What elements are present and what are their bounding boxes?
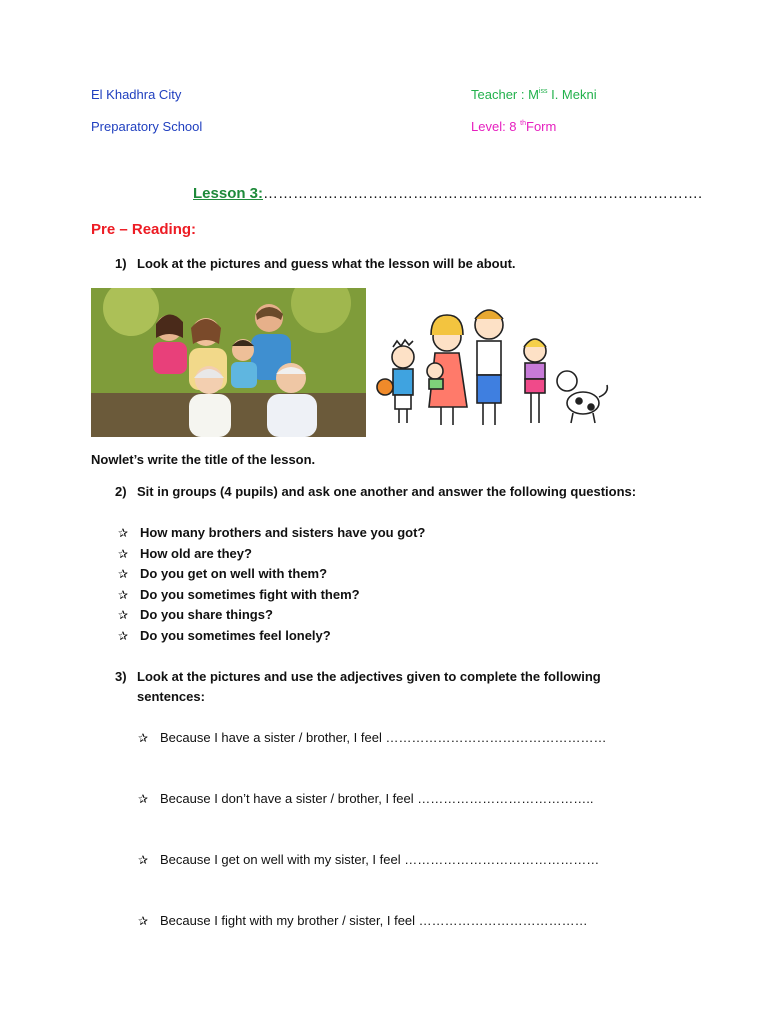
list-item-text: Do you sometimes feel lonely? bbox=[140, 628, 331, 643]
level-line bbox=[471, 119, 556, 134]
list-item-text: How old are they? bbox=[140, 546, 252, 561]
star-icon: ✰ bbox=[138, 914, 149, 928]
question-3-text-line1: Look at the pictures and use the adjectives given to complete the following bbox=[137, 669, 601, 684]
teacher-name: I. Mekni bbox=[547, 87, 597, 102]
star-icon: ✰ bbox=[118, 547, 129, 561]
list-item-text: How many brothers and sisters have you got? bbox=[140, 525, 426, 540]
lesson-label: Lesson 3: bbox=[193, 185, 264, 202]
question-1 bbox=[115, 256, 516, 271]
level-superscript: th bbox=[520, 120, 526, 127]
sentence-text: Because I get on well with my sister, I feel ……………………………………… bbox=[160, 852, 600, 867]
city-name: El Khadhra City bbox=[91, 87, 182, 102]
question-3-text-line2: sentences: bbox=[137, 689, 205, 704]
teacher-superscript: iss bbox=[538, 88, 548, 95]
sentence-item bbox=[138, 730, 606, 745]
list-item bbox=[118, 525, 425, 540]
question-1-number: 1) bbox=[115, 256, 127, 271]
question-1-text: Look at the pictures and guess what the lesson will be about. bbox=[137, 256, 516, 271]
sentence-text: Because I fight with my brother / sister, I feel ………………………………… bbox=[160, 913, 588, 928]
list-item bbox=[118, 628, 331, 643]
family-cartoon bbox=[371, 295, 616, 441]
question-2 bbox=[115, 484, 636, 499]
sentence-item bbox=[138, 791, 593, 806]
lesson-title bbox=[193, 185, 702, 202]
teacher-prefix: Teacher : M bbox=[471, 87, 539, 102]
question-3 bbox=[115, 669, 601, 684]
sentence-text: Because I don’t have a sister / brother, I feel ………………………………….. bbox=[160, 791, 594, 806]
section-title: Pre – Reading: bbox=[91, 221, 197, 238]
level-prefix: Level: 8 bbox=[471, 119, 521, 134]
star-icon: ✰ bbox=[138, 792, 149, 806]
star-icon: ✰ bbox=[138, 731, 149, 745]
question-3-number: 3) bbox=[115, 669, 127, 684]
teacher-line bbox=[471, 87, 597, 102]
list-item-text: Do you sometimes fight with them? bbox=[140, 587, 360, 602]
lesson-title-blank: ……………………………………………………………………………. bbox=[263, 185, 703, 202]
instruction-title: Nowlet’s write the title of the lesson. bbox=[91, 452, 316, 467]
list-item bbox=[118, 546, 252, 561]
sentence-item bbox=[138, 913, 588, 928]
star-icon: ✰ bbox=[118, 567, 129, 581]
family-cartoon-drawing bbox=[371, 295, 616, 441]
star-icon: ✰ bbox=[118, 526, 129, 540]
list-item bbox=[118, 566, 327, 581]
question-2-number: 2) bbox=[115, 484, 127, 499]
school-name: Preparatory School bbox=[91, 119, 203, 134]
sentence-item bbox=[138, 852, 599, 867]
family-photo bbox=[91, 288, 366, 437]
list-item bbox=[118, 607, 273, 622]
star-icon: ✰ bbox=[118, 588, 129, 602]
list-item bbox=[118, 587, 360, 602]
star-icon: ✰ bbox=[118, 608, 129, 622]
star-icon: ✰ bbox=[138, 853, 149, 867]
question-2-text: Sit in groups (4 pupils) and ask one another and answer the following questions: bbox=[137, 484, 637, 499]
star-icon: ✰ bbox=[118, 629, 129, 643]
list-item-text: Do you get on well with them? bbox=[140, 566, 328, 581]
list-item-text: Do you share things? bbox=[140, 607, 273, 622]
family-photo-drawing bbox=[91, 288, 366, 437]
sentence-text: Because I have a sister / brother, I feel …………………………………………… bbox=[160, 730, 607, 745]
level-suffix: Form bbox=[526, 119, 557, 134]
